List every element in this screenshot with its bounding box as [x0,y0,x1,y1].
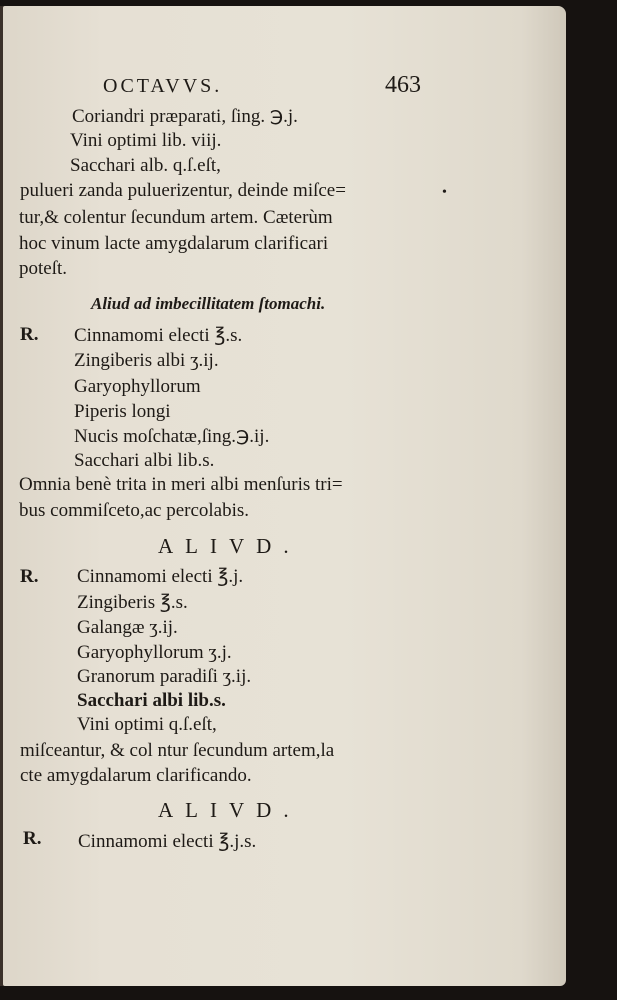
ingredient-line: Vini optimi q.ſ.eſt, [77,714,217,735]
ingredient-line: Zingiberis ℥.s. [77,592,188,613]
sub-heading: Aliud ad imbecillitatem ſtomachi. [91,294,326,313]
ingredient-line: Piperis longi [74,401,171,422]
text-line: miſceantur, & col ntur ſecundum artem,la [20,740,335,761]
text-line: Sacchari alb. q.ſ.eſt, [70,155,221,176]
ingredient-line: Cinnamomi electi ℥.j.s. [78,831,257,852]
text-line: Coriandri præparati, ſing. ℈.j. [72,106,298,127]
running-title: OCTAVVS. [103,75,223,97]
margin-mark: • [442,185,447,200]
text-line: hoc vinum lacte amygdalarum clarificari [19,233,329,254]
text-line: Vini optimi lib. viij. [70,130,222,151]
ingredient-line: Zingiberis albi ʒ.ij. [74,350,219,371]
ingredient-line: Nucis moſchatæ,ſing.℈.ij. [74,426,270,447]
text-line: poteſt. [19,258,68,279]
text-line: Omnia benè trita in meri albi menſuris tri= [19,474,343,495]
recipe-symbol: R. [20,324,39,345]
page-number: 463 [385,72,421,98]
ingredient-line: Cinnamomi electi ℥.s. [74,325,243,346]
ingredient-line: Cinnamomi electi ℥.j. [77,566,244,587]
recipe-symbol: R. [23,828,42,849]
book-page [3,6,566,986]
text-line: bus commiſceto,ac percolabis. [19,500,250,521]
ingredient-line: Sacchari albi lib.s. [74,450,215,471]
text-line: tur,& colentur ſecundum artem. Cæterùm [19,207,333,228]
ingredient-line: Granorum paradiſi ʒ.ij. [77,666,252,687]
ingredient-line: Galangæ ʒ.ij. [77,617,178,638]
ingredient-line: Sacchari albi lib.s. [77,690,226,711]
text-line: cte amygdalarum clarificando. [20,765,252,786]
section-heading: ALIVD. [158,798,301,822]
ingredient-line: Garyophyllorum [74,376,201,397]
text-line: pulueri zanda puluerizentur, deinde miſce= [20,180,346,201]
ingredient-line: Garyophyllorum ʒ.j. [77,642,232,663]
recipe-symbol: R. [20,566,39,587]
section-heading: ALIVD. [158,534,301,558]
